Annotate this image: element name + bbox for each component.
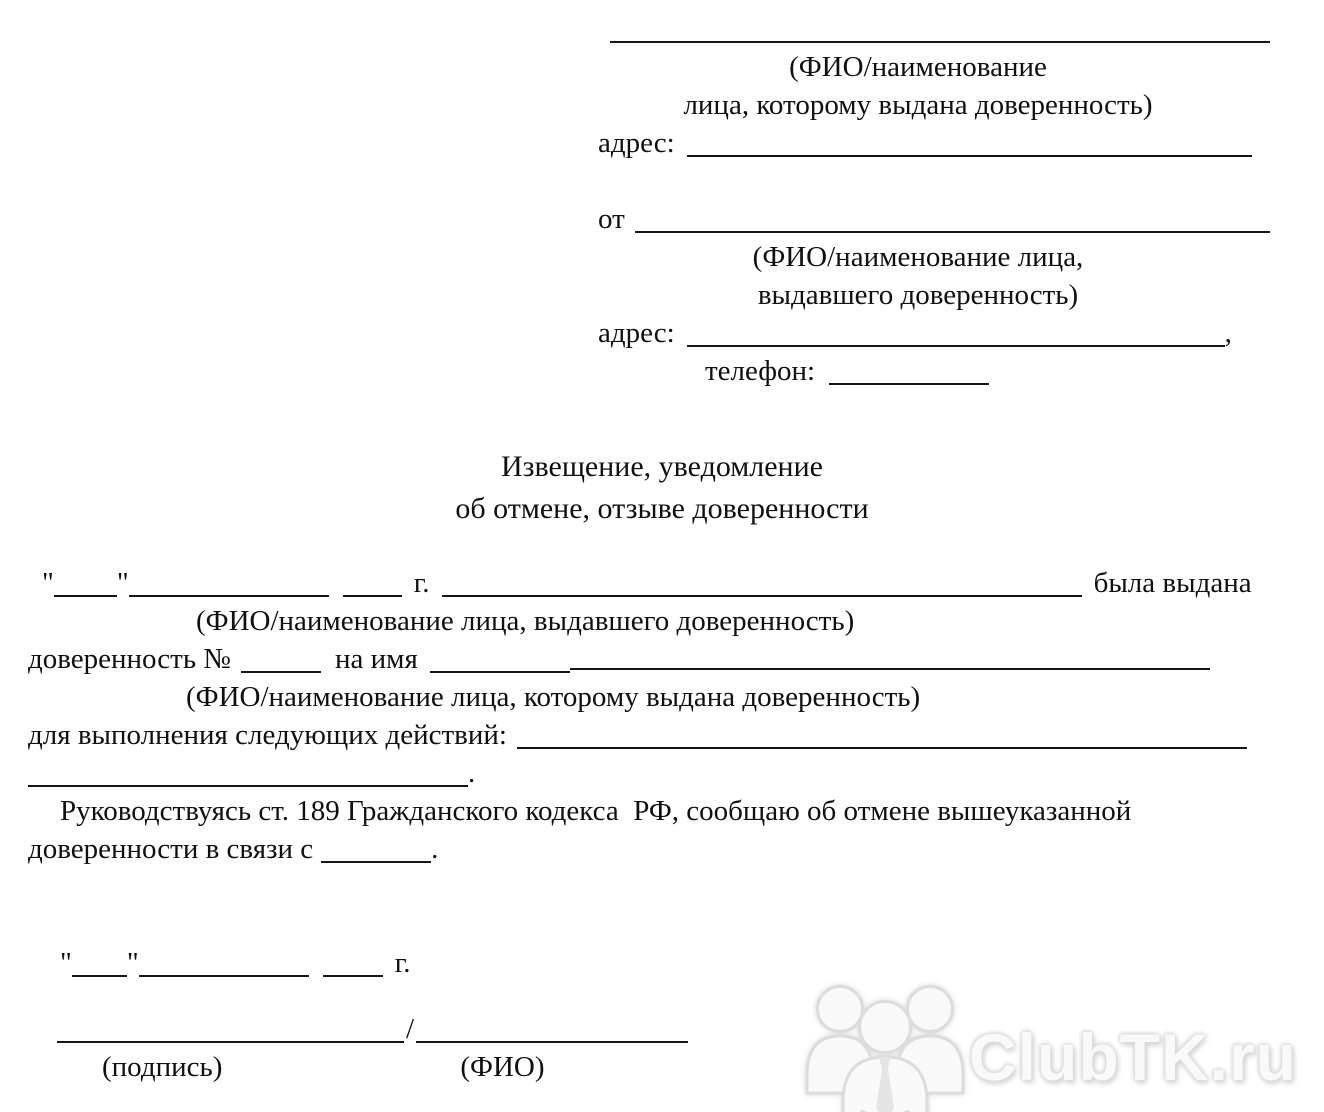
- year-label: г.: [413, 567, 430, 599]
- sender-name-line: [598, 200, 1298, 238]
- phone-label: телефон:: [705, 355, 816, 387]
- was-issued-text: была выдана: [1093, 567, 1252, 599]
- blank-recipient-name: [610, 17, 1270, 43]
- signing-date-block: [60, 944, 1324, 982]
- recipient-sender-block: [598, 0, 1298, 390]
- signature-caption: (подпись): [102, 1051, 223, 1083]
- open-quote: ": [42, 567, 54, 599]
- watermark-text: ClubTK.ru: [969, 1020, 1297, 1094]
- blank-sender-name: [635, 207, 1270, 233]
- phone-line: [705, 352, 1298, 390]
- poa-number-line: [28, 640, 1324, 678]
- revocation-reason-label: доверенности в связи с: [28, 833, 314, 865]
- signature-captions: [57, 1048, 1324, 1086]
- title-line1: Извещение, уведомление: [501, 450, 823, 483]
- from-label: от: [598, 203, 625, 235]
- address2-label: адрес:: [598, 317, 675, 349]
- signing-date-line: [60, 944, 1324, 982]
- signature-block: [57, 1010, 1324, 1048]
- actions-line: [28, 716, 1324, 754]
- blank-recipient-address: [687, 131, 1252, 157]
- blank-reason: [321, 837, 431, 863]
- blank-signer-fio: [416, 1017, 688, 1043]
- address-label: адрес:: [598, 127, 675, 159]
- fio-caption: (ФИО): [460, 1051, 545, 1083]
- blank-actions-2: [28, 761, 468, 787]
- blank-year: [343, 571, 402, 597]
- signature-line: [57, 1010, 1324, 1048]
- sender-caption-line1: (ФИО/наименование лица,: [752, 241, 1084, 273]
- document-title: [0, 446, 1324, 530]
- law-reference-line1: Руководствуясь ст. 189 Гражданского кодекса РФ, сообщаю об отмене вышеуказанной: [60, 795, 1132, 827]
- actions-label: для выполнения следующих действий:: [28, 719, 507, 751]
- blank-day: [54, 571, 117, 597]
- close-quote: ": [126, 947, 139, 979]
- blank-month: [129, 571, 329, 597]
- sender-caption-line2: выдавшего доверенность): [757, 279, 1079, 311]
- blank-grantee-name-1: [430, 647, 570, 673]
- blank-year: [323, 951, 383, 977]
- blank-sender-address: [687, 321, 1225, 347]
- issuer-caption: (ФИО/наименование лица, выдавшего доверенность): [196, 605, 855, 637]
- recipient-caption-line2: лица, которому выдана доверенность): [683, 89, 1153, 121]
- blank-phone: [829, 359, 989, 385]
- title-line2: об отмене, отзыве доверенности: [455, 492, 869, 525]
- close-quote: ": [116, 567, 129, 599]
- period: .: [431, 833, 439, 865]
- blank-grantee-name-2: [570, 644, 1210, 670]
- sender-address-line: [598, 314, 1298, 352]
- recipient-caption-line1: (ФИО/наименование: [789, 51, 1047, 83]
- period: .: [468, 757, 476, 789]
- year-label: г.: [394, 947, 411, 979]
- blank-signature: [57, 1017, 404, 1043]
- blank-issuer-name: [442, 571, 1082, 597]
- grantee-caption: (ФИО/наименование лица, которому выдана доверенность): [186, 681, 921, 713]
- law-reference-line2: [28, 830, 1324, 868]
- blank-day: [72, 951, 127, 977]
- actions-continuation-line: [28, 754, 1324, 792]
- recipient-address-line: [598, 124, 1298, 162]
- open-quote: ": [60, 947, 72, 979]
- issue-date-line: [42, 564, 1324, 602]
- comma: ,: [1224, 317, 1232, 349]
- blank-poa-number: [241, 647, 321, 673]
- blank-month: [139, 951, 309, 977]
- slash: /: [406, 1013, 415, 1045]
- document-body: [0, 564, 1324, 868]
- recipient-name-line: [598, 10, 1298, 48]
- in-name-label: на имя: [334, 643, 418, 675]
- spacer-line: [598, 162, 1298, 200]
- poa-number-label: доверенность №: [28, 643, 231, 675]
- blank-actions-1: [517, 723, 1247, 749]
